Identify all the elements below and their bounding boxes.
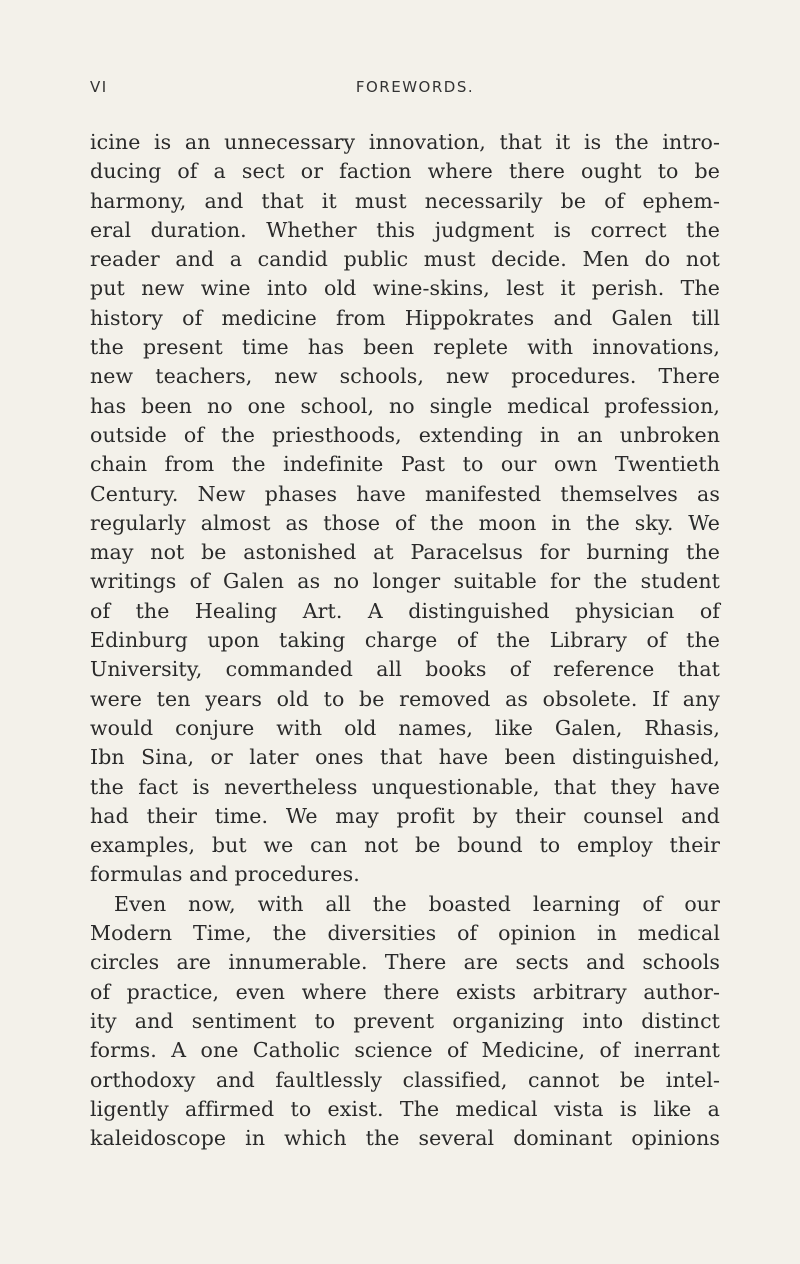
text-line: circles are innumerable. There are sects and schools [90, 950, 720, 975]
text-line: Edinburg upon taking charge of the Library of the [90, 628, 720, 653]
text-line: were ten years old to be removed as obsolete. If any [90, 686, 720, 711]
text-line: history of medicine from Hippokrates and Galen till [90, 305, 720, 330]
text-line: new teachers, new schools, new procedures. There [90, 364, 720, 389]
page-number: VI [90, 78, 108, 96]
text-line: the present time has been replete with innovations, [90, 335, 720, 360]
text-line: reader and a candid public must decide. Men do not [90, 247, 720, 272]
text-line: Ibn Sina, or later ones that have been distinguished, [90, 745, 720, 770]
text-line: has been no one school, no single medical profession, [90, 393, 720, 418]
text-line: put new wine into old wine-skins, lest it perish. The [90, 276, 720, 301]
text-line: forms. A one Catholic science of Medicine, of inerrant [90, 1038, 720, 1063]
text-line: icine is an unnecessary innovation, that it is the intro- [90, 130, 720, 154]
running-head [90, 78, 720, 102]
text-line: chain from the indefinite Past to our own Twentieth [90, 452, 720, 477]
text-line: had their time. We may profit by their counsel and [90, 803, 720, 828]
text-line: examples, but we can not be bound to employ their [90, 833, 720, 858]
text-line: writings of Galen as no longer suitable for the student [90, 569, 720, 594]
text-line: harmony, and that it must necessarily be of ephem- [90, 188, 720, 213]
text-line: Modern Time, the diversities of opinion in medical [90, 921, 720, 946]
text-line: outside of the priesthoods, extending in an unbroken [90, 422, 720, 447]
text-line: may not be astonished at Paracelsus for burning the [90, 540, 720, 565]
text-line: of the Healing Art. A distinguished physician of [90, 598, 720, 623]
text-line: University, commanded all books of reference that [90, 657, 720, 682]
text-line: regularly almost as those of the moon in the sky. We [90, 510, 720, 535]
paragraph-end-line: formulas and procedures. [90, 862, 360, 887]
text-line: ducing of a sect or faction where there ought to be [90, 159, 720, 184]
text-line: orthodoxy and faultlessly classified, cannot be intel- [90, 1067, 720, 1092]
text-line: kaleidoscope in which the several dominant opinions [90, 1126, 720, 1151]
body-text [90, 128, 720, 1153]
text-line: ity and sentiment to prevent organizing into distinct [90, 1008, 720, 1033]
text-line: of practice, even where there exists arbitrary author- [90, 979, 720, 1004]
text-line: Century. New phases have manifested themselves as [90, 481, 720, 506]
running-title: FOREWORDS. [355, 78, 475, 96]
paragraph-start-line: Even now, with all the boasted learning of our [114, 891, 720, 916]
text-line: would conjure with old names, like Galen, Rhasis, [90, 715, 720, 740]
text-line: eral duration. Whether this judgment is correct the [90, 217, 720, 242]
text-line: the fact is nevertheless unquestionable, that they have [90, 774, 720, 799]
text-line: ligently affirmed to exist. The medical vista is like a [90, 1096, 720, 1121]
